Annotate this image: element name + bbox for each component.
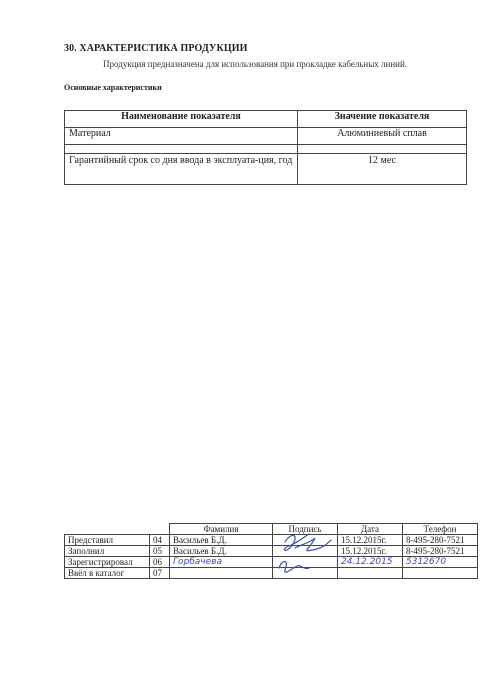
signoff-header-row (65, 524, 478, 535)
characteristic-name: Гарантийный срок со дня ввода в эксплуата-ция, год (65, 154, 298, 185)
column-header-date: Дата (338, 524, 403, 535)
column-header-phone: Телефон (403, 524, 478, 535)
column-header-value: Значение показателя (298, 111, 467, 128)
signature-cell (273, 557, 338, 568)
spacer-cell (65, 145, 298, 154)
table-row (65, 128, 467, 145)
spacer-cell (298, 145, 467, 154)
signoff-name: Васильев Б.Д. (170, 535, 273, 546)
table-row (65, 568, 478, 579)
characteristic-value: 12 мес (298, 154, 467, 185)
signoff-phone: 8-495-280-7521 (403, 546, 478, 557)
table-row (65, 535, 478, 546)
header-blank (65, 524, 150, 535)
characteristics-table (64, 110, 467, 185)
signoff-phone: 5312670 (403, 557, 478, 568)
signoff-date: 15.12.2015г. (338, 546, 403, 557)
signoff-number: 05 (150, 546, 170, 557)
signoff-number: 06 (150, 557, 170, 568)
section-description: Продукция предназначена для использования при прокладке кабельных линий. (103, 59, 408, 69)
table-spacer-row (65, 145, 467, 154)
table-row (65, 546, 478, 557)
column-header-signature: Подпись (273, 524, 338, 535)
signoff-table (64, 523, 478, 579)
table-row (65, 557, 478, 568)
signoff-name (170, 568, 273, 579)
signature-cell (273, 535, 338, 546)
signoff-role: Ввёл в каталог (65, 568, 150, 579)
column-header-surname: Фамилия (170, 524, 273, 535)
table-header-row (65, 111, 467, 128)
column-header-name: Наименование показателя (65, 111, 298, 128)
signoff-date: 15.12.2015г. (338, 535, 403, 546)
signoff-number: 07 (150, 568, 170, 579)
signoff-name: Горбачева (170, 557, 273, 568)
characteristic-value: Алюминиевый сплав (298, 128, 467, 145)
signoff-phone: 8-495-280-7521 (403, 535, 478, 546)
characteristic-name: Материал (65, 128, 298, 145)
signature-cell (273, 546, 338, 557)
signoff-phone (403, 568, 478, 579)
signoff-date: 24.12.2015 (338, 557, 403, 568)
signoff-role: Зарегистрировал (65, 557, 150, 568)
signoff-role: Представил (65, 535, 150, 546)
characteristics-heading: Основные характеристики (64, 83, 162, 92)
signoff-role: Заполнил (65, 546, 150, 557)
section-title: 30. ХАРАКТЕРИСТИКА ПРОДУКЦИИ (64, 43, 248, 54)
signoff-name: Васильев Б.Д. (170, 546, 273, 557)
table-row (65, 154, 467, 185)
header-blank (150, 524, 170, 535)
signoff-date (338, 568, 403, 579)
signoff-number: 04 (150, 535, 170, 546)
signature-cell (273, 568, 338, 579)
